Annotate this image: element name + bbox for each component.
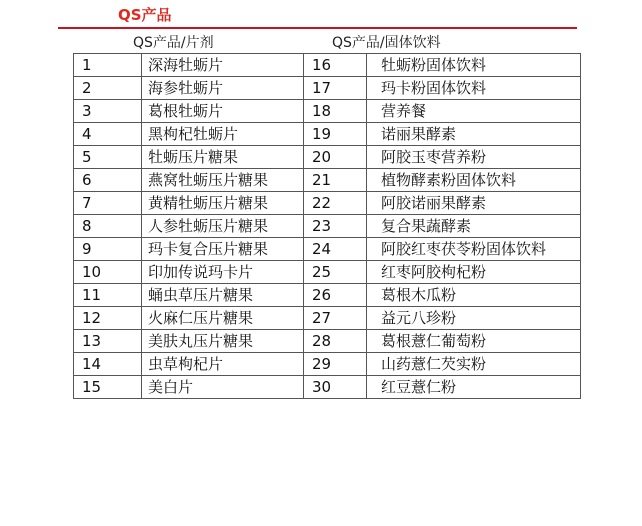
drink-number: 24 [304, 238, 367, 261]
tablet-number: 15 [74, 376, 142, 399]
drink-product-name: 营养餐 [367, 100, 581, 123]
tablet-product-name: 黑枸杞牡蛎片 [142, 123, 304, 146]
table-row [74, 192, 581, 215]
tablet-product-name: 虫草枸杞片 [142, 353, 304, 376]
drink-product-name: 红枣阿胶枸杞粉 [367, 261, 581, 284]
tablet-product-name: 蛹虫草压片糖果 [142, 284, 304, 307]
tablet-number: 10 [74, 261, 142, 284]
table-row [74, 54, 581, 77]
tablet-product-name: 深海牡蛎片 [142, 54, 304, 77]
drink-number: 28 [304, 330, 367, 353]
table-row [74, 123, 581, 146]
drink-product-name: 牡蛎粉固体饮料 [367, 54, 581, 77]
drink-number: 17 [304, 77, 367, 100]
tablet-number: 13 [74, 330, 142, 353]
table-row [74, 77, 581, 100]
tablet-product-name: 牡蛎压片糖果 [142, 146, 304, 169]
tablet-number: 5 [74, 146, 142, 169]
tablet-number: 7 [74, 192, 142, 215]
table-row [74, 330, 581, 353]
table-row [74, 284, 581, 307]
tablet-product-name: 美肤丸压片糖果 [142, 330, 304, 353]
drink-product-name: 葛根木瓜粉 [367, 284, 581, 307]
tablet-product-name: 人参牡蛎压片糖果 [142, 215, 304, 238]
drink-product-name: 阿胶红枣茯苓粉固体饮料 [367, 238, 581, 261]
table-row [74, 100, 581, 123]
drink-number: 30 [304, 376, 367, 399]
drink-number: 23 [304, 215, 367, 238]
table-row [74, 376, 581, 399]
drink-number: 21 [304, 169, 367, 192]
tablet-number: 11 [74, 284, 142, 307]
subhead-solid-drinks: QS产品/固体饮料 [332, 35, 441, 51]
tablet-number: 2 [74, 77, 142, 100]
drink-product-name: 红豆薏仁粉 [367, 376, 581, 399]
drink-product-name: 山药薏仁芡实粉 [367, 353, 581, 376]
tablet-product-name: 燕窝牡蛎压片糖果 [142, 169, 304, 192]
table-row [74, 215, 581, 238]
drink-number: 26 [304, 284, 367, 307]
drink-number: 29 [304, 353, 367, 376]
tablet-product-name: 美白片 [142, 376, 304, 399]
drink-number: 27 [304, 307, 367, 330]
drink-product-name: 诺丽果酵素 [367, 123, 581, 146]
drink-number: 19 [304, 123, 367, 146]
title-divider [58, 27, 577, 29]
drink-number: 16 [304, 54, 367, 77]
subhead-tablets: QS产品/片剂 [133, 35, 214, 51]
tablet-product-name: 黄精牡蛎压片糖果 [142, 192, 304, 215]
tablet-number: 9 [74, 238, 142, 261]
drink-product-name: 葛根薏仁葡萄粉 [367, 330, 581, 353]
drink-product-name: 复合果蔬酵素 [367, 215, 581, 238]
tablet-number: 6 [74, 169, 142, 192]
drink-number: 22 [304, 192, 367, 215]
drink-number: 20 [304, 146, 367, 169]
drink-product-name: 益元八珍粉 [367, 307, 581, 330]
drink-number: 18 [304, 100, 367, 123]
table-row [74, 307, 581, 330]
tablet-product-name: 玛卡复合压片糖果 [142, 238, 304, 261]
drink-product-name: 阿胶玉枣营养粉 [367, 146, 581, 169]
tablet-product-name: 葛根牡蛎片 [142, 100, 304, 123]
table-row [74, 169, 581, 192]
table-row [74, 146, 581, 169]
tablet-number: 3 [74, 100, 142, 123]
tablet-number: 14 [74, 353, 142, 376]
tablet-number: 1 [74, 54, 142, 77]
tablet-number: 4 [74, 123, 142, 146]
tablet-product-name: 海参牡蛎片 [142, 77, 304, 100]
tablet-product-name: 火麻仁压片糖果 [142, 307, 304, 330]
table-row [74, 238, 581, 261]
drink-number: 25 [304, 261, 367, 284]
tablet-number: 8 [74, 215, 142, 238]
tablet-product-name: 印加传说玛卡片 [142, 261, 304, 284]
product-table [73, 53, 581, 399]
drink-product-name: 玛卡粉固体饮料 [367, 77, 581, 100]
table-row [74, 353, 581, 376]
drink-product-name: 植物酵素粉固体饮料 [367, 169, 581, 192]
page-title: QS产品 [118, 6, 172, 24]
table-row [74, 261, 581, 284]
tablet-number: 12 [74, 307, 142, 330]
drink-product-name: 阿胶诺丽果酵素 [367, 192, 581, 215]
